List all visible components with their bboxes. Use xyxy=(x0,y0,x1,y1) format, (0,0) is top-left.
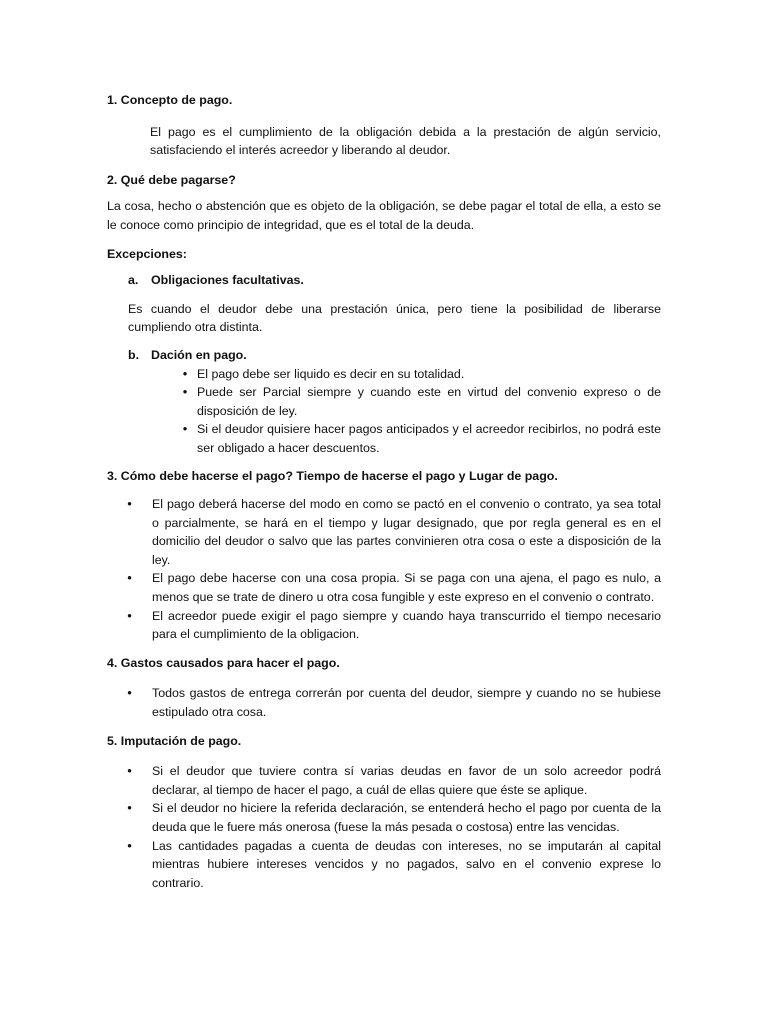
list-item xyxy=(107,799,661,836)
bullet-icon: • xyxy=(127,570,132,586)
section-4-bullet-list xyxy=(107,684,661,721)
exception-b-heading xyxy=(107,346,661,365)
list-item-text: El pago deberá hacerse del modo en como se pactó en el convenio o contrato, ya sea total o parcialmente, se hará en el tiempo y lugar designado, que por regla general es en el domicilio del deudor o salvo que las partes convinieren otra cosa o este a disposición de la ley. xyxy=(152,497,661,567)
exception-b-bullet-list xyxy=(107,365,661,458)
bullet-icon: • xyxy=(182,421,188,437)
list-item-text: El pago debe hacerse con una cosa propia. Si se paga con una ajena, el pago es nulo, a menos que se trate de dinero u otra cosa fungible y este expreso en el convenio o contrato. xyxy=(152,571,661,605)
section-2-body: La cosa, hecho o abstención que es objeto de la obligación, se debe pagar el total de ella, a esto se le conoce como principio de integridad, que es el total de la deuda. xyxy=(107,199,661,232)
exception-a-label: Obligaciones facultativas. xyxy=(151,273,304,288)
document-page xyxy=(107,91,661,892)
list-item-text: Todos gastos de entrega correrán por cuenta del deudor, siempre y cuando no se hubiese estipulado otra cosa. xyxy=(152,686,661,720)
exception-a-body: Es cuando el deudor debe una prestación única, pero tiene la posibilidad de liberarse cumpliendo otra distinta. xyxy=(128,301,661,335)
list-item xyxy=(173,365,661,384)
list-item xyxy=(107,684,661,721)
section-1-heading: 1. Concepto de pago. xyxy=(107,93,233,107)
exception-a-heading xyxy=(107,271,661,290)
exceptions-heading: Excepciones: xyxy=(107,246,187,261)
list-item xyxy=(173,420,661,457)
exception-b-letter: b. xyxy=(128,347,140,362)
list-item-text: Si el deudor que tuviere contra sí varias deudas en favor de un solo acreedor podrá declarar, al tiempo de hacer el pago, a cuál de ellas quiere que éste se aplique. xyxy=(152,764,661,797)
list-item xyxy=(107,837,661,893)
bullet-icon: • xyxy=(127,685,132,701)
section-5-heading: 5. Imputación de pago. xyxy=(107,733,242,748)
section-3-bullet-list xyxy=(107,495,661,644)
list-item xyxy=(107,495,661,569)
bullet-icon: • xyxy=(127,837,132,853)
list-item-text: El pago debe ser liquido es decir en su totalidad. xyxy=(197,366,465,381)
bullet-icon: • xyxy=(182,365,188,381)
exception-a-letter: a. xyxy=(128,273,139,288)
bullet-icon: • xyxy=(127,607,132,623)
section-2-heading: 2. Qué debe pagarse? xyxy=(107,172,236,187)
list-item xyxy=(107,607,661,644)
list-item-text: Si el deudor no hiciere la referida declaración, se entenderá hecho el pago por cuenta de la deuda que le fuere más onerosa (fuese la más pesada o costosa) entre las vencidas. xyxy=(152,801,661,834)
bullet-icon: • xyxy=(127,496,132,512)
exception-b-label: Dación en pago. xyxy=(151,347,247,362)
list-item-text: Puede ser Parcial siempre y cuando este en virtud del convenio expreso o de disposición de ley. xyxy=(197,385,661,418)
list-item xyxy=(173,383,661,420)
section-4-heading: 4. Gastos causados para hacer el pago. xyxy=(107,655,340,670)
section-1-body: El pago es el cumplimiento de la obligación debida a la prestación de algún servicio, satisfaciendo el interés acreedor y liberando al deudor. xyxy=(150,124,661,158)
list-item-text: Las cantidades pagadas a cuenta de deudas con intereses, no se imputarán al capital mientras hubiere intereses vencidos y no pagados, salvo en el convenio exprese lo contrario. xyxy=(152,838,661,890)
list-item-text: Si el deudor quisiere hacer pagos anticipados y el acreedor recibirlos, no podrá este ser obligado a hacer descuentos. xyxy=(197,422,661,455)
bullet-icon: • xyxy=(127,763,132,779)
list-item xyxy=(107,762,661,799)
bullet-icon: • xyxy=(127,800,132,816)
section-3-heading: 3. Cómo debe hacerse el pago? Tiempo de hacerse el pago y Lugar de pago. xyxy=(107,468,558,483)
list-item-text: El acreedor puede exigir el pago siempre y cuando haya transcurrido el tiempo necesario para el cumplimiento de la obligacion. xyxy=(152,608,661,642)
bullet-icon: • xyxy=(182,384,188,400)
section-5-bullet-list xyxy=(107,762,661,892)
list-item xyxy=(107,569,661,606)
